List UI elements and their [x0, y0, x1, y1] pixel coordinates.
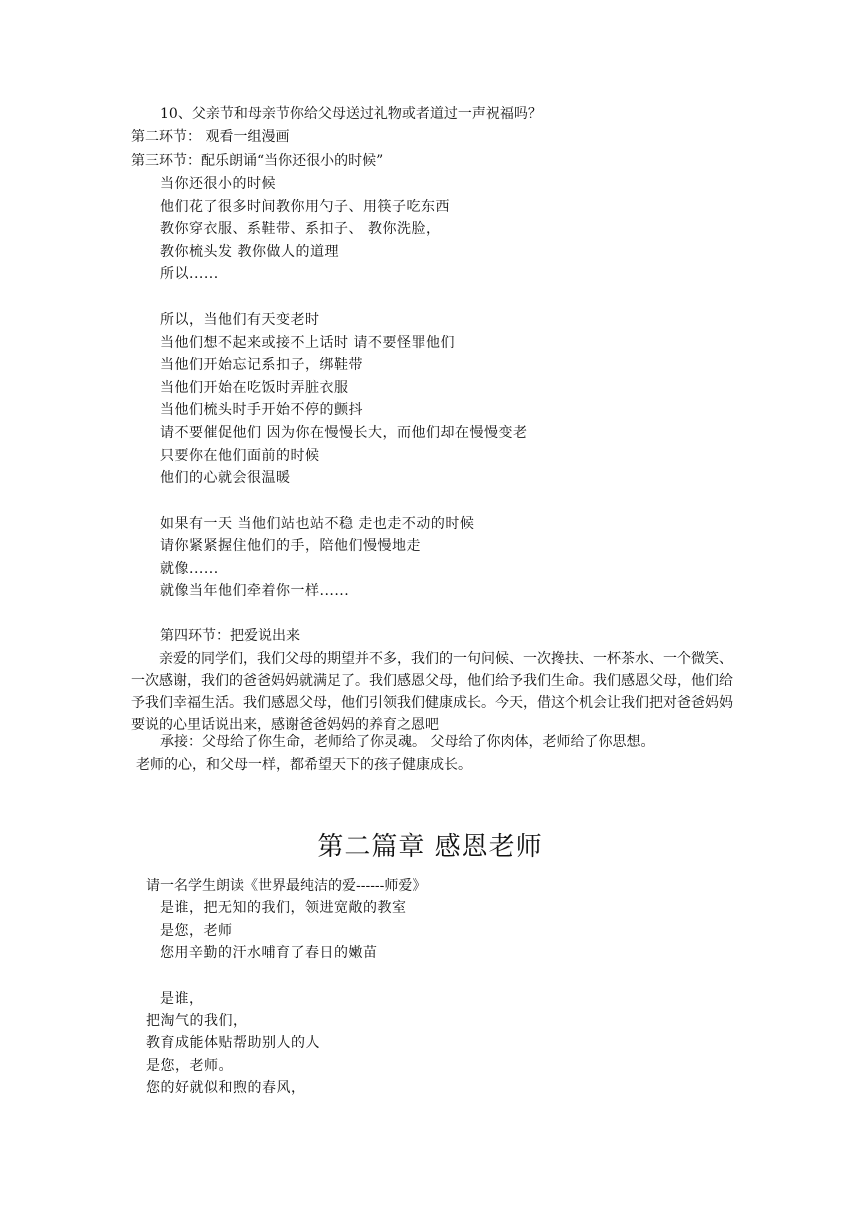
poem-line: 教你梳头发 教你做人的道理: [160, 244, 339, 260]
poem-line: 就像当年他们牵着你一样......: [160, 583, 350, 599]
poem-line: 他们花了很多时间教你用勺子、用筷子吃东西: [160, 199, 450, 215]
poem-line: 当你还很小的时候: [160, 176, 276, 192]
teacher-poem-line: 教育成能体贴帮助别人的人: [146, 1035, 320, 1051]
poem-line: 请不要催促他们 因为你在慢慢长大，而他们却在慢慢变老: [160, 425, 528, 441]
section-4-heading: 第四环节：把爱说出来: [160, 628, 300, 644]
transition-line-2: 老师的心，和父母一样，都希望天下的孩子健康成长。: [136, 757, 472, 773]
transition-line-1: 承接：父母给了你生命，老师给了你灵魂。 父母给了你肉体，老师给了你思想。: [160, 734, 655, 750]
poem-line: 请你紧紧握住他们的手，陪他们慢慢地走: [160, 538, 421, 554]
poem-line: 只要你在他们面前的时候: [160, 448, 320, 464]
poem-line: 所以......: [160, 266, 219, 282]
teacher-poem-line: 是您，老师: [160, 923, 233, 939]
section-3-heading: 第三环节：配乐朗诵“当你还很小的时候”: [131, 153, 384, 169]
poem-line: 就像......: [160, 561, 219, 577]
teacher-poem-line: 是谁，把无知的我们，领进宽敞的教室: [160, 900, 407, 916]
poem-line: 所以，当他们有天变老时: [160, 312, 320, 328]
reading-intro: 请一名学生朗读《世界最纯洁的爱------师爱》: [146, 878, 427, 894]
teacher-poem-line: 是您，老师。: [146, 1058, 233, 1074]
poem-line: 教你穿衣服、系鞋带、系扣子、 教你洗脸，: [160, 221, 441, 237]
teacher-poem-line: 是谁，: [160, 991, 204, 1007]
poem-line: 当他们开始忘记系扣子，绑鞋带: [160, 357, 363, 373]
question-10: 10、父亲节和母亲节你给父母送过礼物或者道过一声祝福吗？: [160, 106, 542, 122]
poem-line: 当他们想不起来或接不上话时 请不要怪罪他们: [160, 335, 455, 351]
section-4-paragraph: 亲爱的同学们，我们父母的期望并不多，我们的一句问候、一次搀扶、一杯茶水、一个微笑、一次感谢，我们的爸爸妈妈就满足了。我们感恩父母，他们给予我们生命。我们感恩父母，他们给予我们幸福生活。我们感恩父母，他们引领我们健康成长。今天，借这个机会让我们把对爸爸妈妈要说的心里话说出来，感谢爸爸妈妈的养育之恩吧: [131, 651, 733, 733]
poem-line: 他们的心就会很温暖: [160, 470, 291, 486]
teacher-poem-line: 您的好就似和煦的春风，: [146, 1080, 306, 1096]
section-2-heading: 第二环节： 观看一组漫画: [131, 129, 290, 145]
poem-line: 当他们梳头时手开始不停的颤抖: [160, 402, 363, 418]
poem-line: 如果有一天 当他们站也站不稳 走也走不动的时候: [160, 516, 475, 532]
poem-line: 当他们开始在吃饭时弄脏衣服: [160, 380, 349, 396]
teacher-poem-line: 把淘气的我们，: [146, 1013, 248, 1029]
teacher-poem-line: 您用辛勤的汗水哺育了春日的嫩苗: [160, 945, 378, 961]
chapter-2-title: 第二篇章 感恩老师: [317, 832, 543, 862]
